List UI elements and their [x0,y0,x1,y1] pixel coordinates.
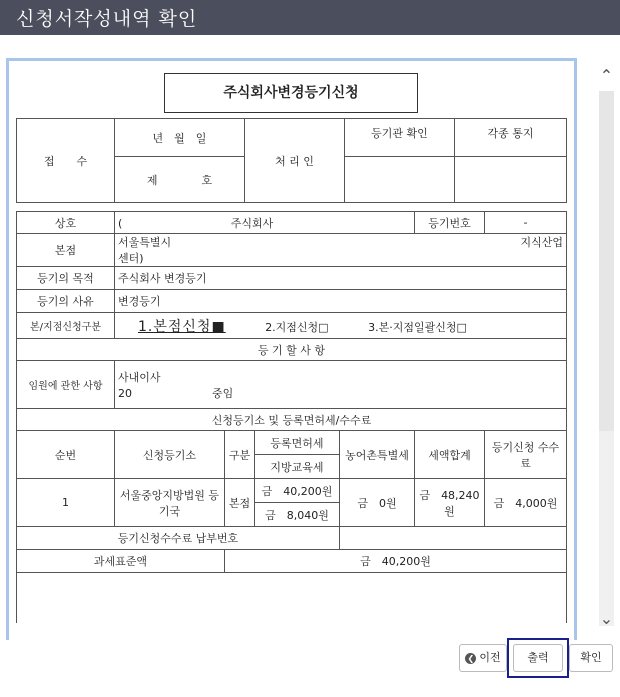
col-office: 신청등기소 [115,431,225,479]
branch-label: 본/지점신청구분 [17,313,115,339]
receipt-label: 접 수 [17,119,115,203]
reg-no-label: 등기번호 [415,212,485,234]
date-area [17,573,567,623]
row-fee: 금 4,000원 [485,479,567,527]
vertical-scrollbar[interactable] [597,65,616,635]
prev-button[interactable] [459,644,507,672]
matters-header: 등 기 할 사 항 [17,339,567,361]
branch-option-head-office: 1.본점신청■ [138,318,226,335]
scroll-track[interactable] [599,91,614,626]
document-frame[interactable] [6,58,577,648]
col-reg-tax: 등록면허세 [255,431,340,455]
registrar-check-cell [345,157,455,203]
prev-button-label: 이전 [479,651,501,664]
purpose-value: 주식회사 변경등기 [115,267,567,290]
col-no: 순번 [17,431,115,479]
col-rural-tax: 농어촌특별세 [340,431,415,479]
trade-name-cell [115,212,415,234]
officer-label: 임원에 관한 사항 [17,361,115,409]
payment-no-label: 등기신청수수료 납부번호 [17,527,340,550]
officer-line1: 사내이사 [118,370,161,384]
trade-name-value: 주식회사 [230,216,274,230]
branch-options [115,313,567,339]
row-tax-total: 금 48,240원 [415,479,485,527]
col-type: 구분 [225,431,255,479]
officer-line2-prefix: 20 [118,386,132,400]
footer-bar [0,640,620,697]
officer-cell [115,361,567,409]
reason-value: 변경등기 [115,290,567,313]
receipt-date-label: 년 월 일 [115,119,245,157]
reg-no-value: - [485,212,567,234]
registrar-check-label: 등기관 확인 [345,119,455,157]
head-office-value-cont: 센터) [118,252,144,265]
application-table [16,211,567,623]
reason-label: 등기의 사유 [17,290,115,313]
row-edu-tax: 금 8,040원 [255,503,340,527]
processor-label: 처 리 인 [245,119,345,203]
purpose-label: 등기의 목적 [17,267,115,290]
row-office: 서울중앙지방법원 등기국 [115,479,225,527]
col-fee: 등기신청 수수료 [485,431,567,479]
tax-base-value: 금 40,200원 [225,550,567,573]
head-office-cell [115,234,567,267]
head-office-label: 본점 [17,234,115,267]
row-type: 본점 [225,479,255,527]
confirm-button[interactable]: 확인 [569,644,613,672]
row-rural-tax: 금 0원 [340,479,415,527]
row-reg-tax: 금 40,200원 [255,479,340,503]
branch-option-branch: 2.지점신청□ [265,320,329,334]
notices-cell [455,157,567,203]
trade-name-prefix: ( [118,216,123,230]
notices-label: 각종 통지 [455,119,567,157]
branch-option-both: 3.본·지점일괄신청□ [368,320,467,334]
row-no: 1 [17,479,115,527]
tax-base-label: 과세표준액 [17,550,225,573]
head-office-value-right: 지식산업 [520,236,563,249]
col-tax-total: 세액합계 [415,431,485,479]
form-title: 주식회사변경등기신청 [164,73,418,113]
scroll-up-icon[interactable]: ⌃ [599,66,614,85]
trade-name-label: 상호 [17,212,115,234]
officer-line2-suffix: 중임 [212,386,234,400]
payment-no-value [340,527,567,550]
window-title: 신청서작성내역 확인 [0,0,620,35]
receipt-table [16,118,567,203]
scroll-thumb[interactable] [599,91,614,431]
print-button[interactable]: 출력 [513,644,563,672]
receipt-number-label: 제 호 [115,157,245,203]
head-office-value: 서울특별시 [118,236,172,249]
document-viewer [0,35,620,640]
fees-header: 신청등기소 및 등록면허세/수수료 [17,409,567,431]
chevron-left-icon: ❮ [465,653,476,664]
col-edu-tax: 지방교육세 [255,455,340,479]
scroll-down-icon[interactable]: ⌄ [599,609,614,628]
